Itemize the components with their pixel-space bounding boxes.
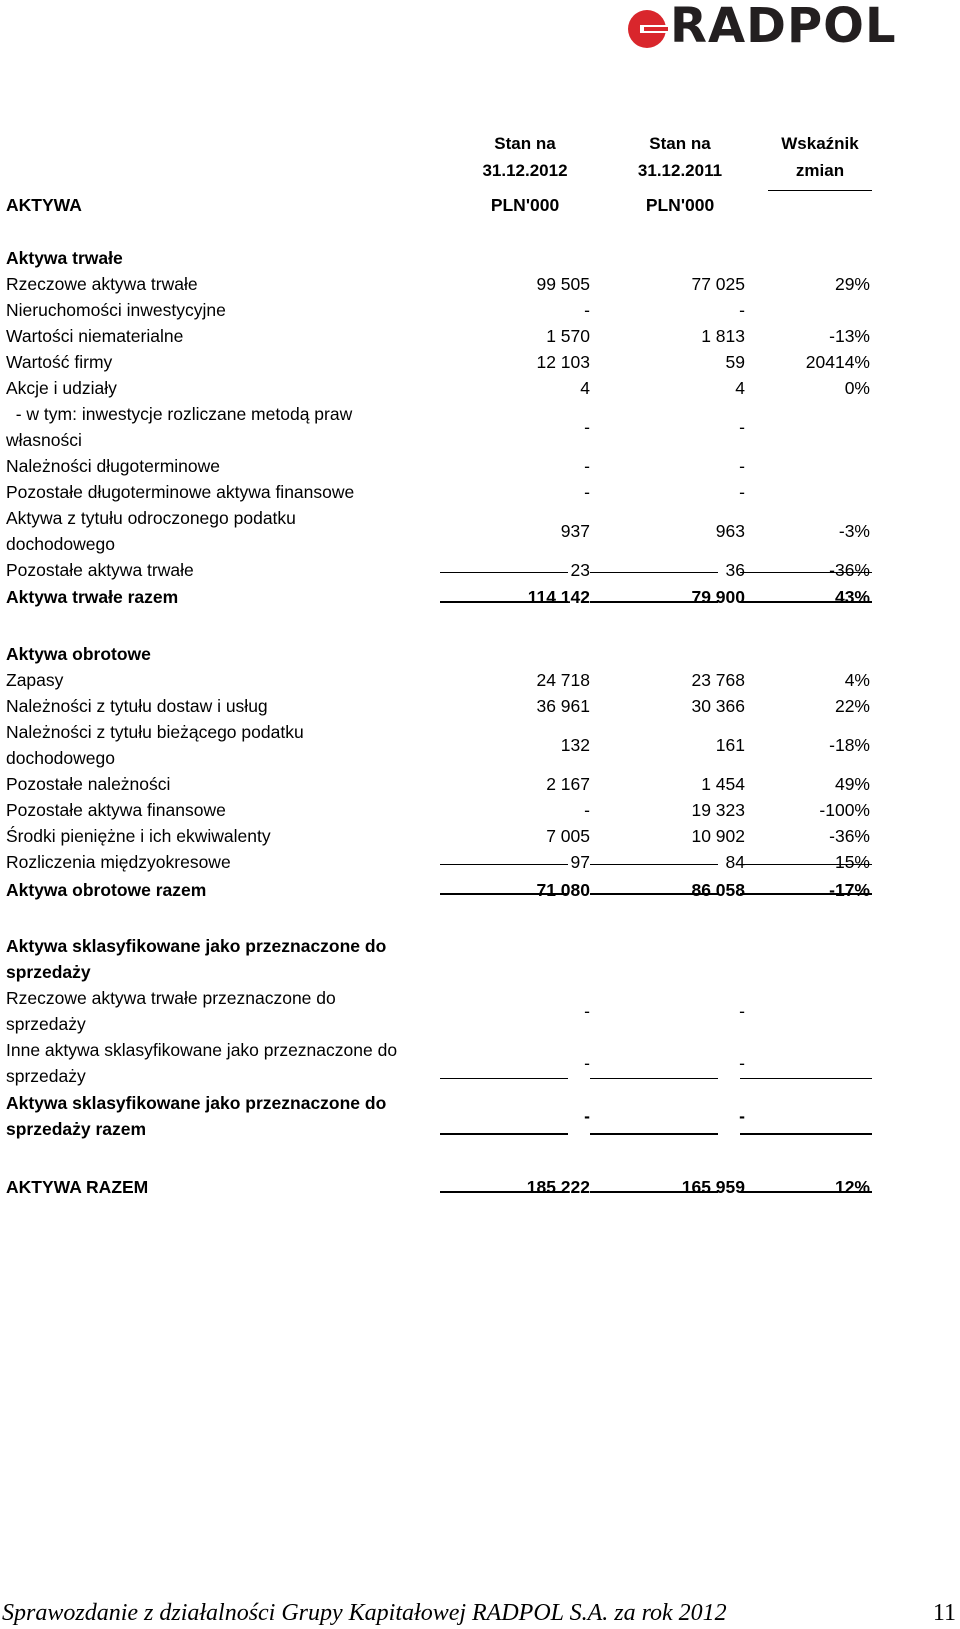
- row-label: - w tym: inwestycje rozliczane metodą praw własności: [6, 404, 353, 450]
- total-rule: [440, 893, 568, 895]
- value-2011: 10 902: [691, 826, 745, 846]
- value-2012: -: [584, 1106, 590, 1126]
- value-2011: -: [739, 1001, 745, 1021]
- change-indicator: -18%: [829, 735, 870, 755]
- change-indicator: 29%: [834, 274, 870, 294]
- value-2012: 7 005: [546, 826, 590, 846]
- change-indicator: 43%: [834, 587, 870, 607]
- row-label: Rozliczenia międzyokresowe: [6, 852, 231, 872]
- row-label: Pozostałe aktywa finansowe: [6, 800, 226, 820]
- row-label: Rzeczowe aktywa trwałe przeznaczone do sprzedaży: [6, 988, 336, 1034]
- total-rule: [440, 601, 568, 603]
- value-2011: -: [739, 417, 745, 437]
- value-2012: -: [584, 417, 590, 437]
- subtotal-rule: [440, 864, 568, 865]
- value-2011: -: [739, 1106, 745, 1126]
- value-2012: -: [584, 1053, 590, 1073]
- column-header-change: Wskaźnik zmian: [781, 134, 859, 180]
- row-label: Należności długoterminowe: [6, 456, 220, 476]
- subtotal-rule: [440, 1078, 568, 1079]
- value-2012: 36 961: [536, 696, 590, 716]
- value-2012: 185 222: [526, 1177, 590, 1197]
- value-2011: 1 813: [701, 326, 745, 346]
- row-label: Pozostałe długoterminowe aktywa finansowe: [6, 482, 355, 502]
- value-2011: 165 959: [681, 1177, 745, 1197]
- row-label: Należności z tytułu dostaw i usług: [6, 696, 268, 716]
- value-2012: 114 142: [527, 587, 590, 607]
- value-2012: 24 718: [536, 670, 590, 690]
- value-2012: -: [584, 800, 590, 820]
- row-label: Aktywa trwałe razem: [6, 587, 179, 607]
- value-2012: 132: [560, 735, 590, 755]
- radpol-logo: [626, 0, 956, 54]
- row-label: Aktywa obrotowe: [6, 644, 151, 664]
- value-2012: 937: [560, 521, 590, 541]
- logo-text: RADPOL: [670, 0, 897, 54]
- change-indicator: -100%: [819, 800, 870, 820]
- value-2011: 36: [725, 560, 745, 580]
- subtotal-rule: [590, 1078, 718, 1079]
- subtotal-rule: [740, 864, 872, 865]
- value-2012: 1 570: [546, 326, 590, 346]
- value-2011: -: [739, 482, 745, 502]
- row-label: Pozostałe aktywa trwałe: [6, 560, 194, 580]
- subtotal-rule: [740, 572, 872, 573]
- value-2012: -: [584, 482, 590, 502]
- radpol-logo-icon: [626, 8, 668, 50]
- value-2012: 12 103: [536, 352, 590, 372]
- subtotal-rule: [590, 572, 718, 573]
- total-rule: [590, 1191, 718, 1193]
- change-indicator: 0%: [844, 378, 870, 398]
- value-2011: -: [739, 456, 745, 476]
- row-label: Wartość firmy: [6, 352, 113, 372]
- column-header-2011: Stan na 31.12.2011: [637, 134, 723, 180]
- row-label: Aktywa trwałe: [6, 248, 123, 268]
- total-rule: [590, 1133, 718, 1135]
- page-footer: [0, 1600, 960, 1628]
- value-2011: 30 366: [691, 696, 745, 716]
- subtotal-rule: [590, 864, 718, 865]
- row-label: Środki pieniężne i ich ekwiwalenty: [6, 826, 271, 846]
- footer-text: Sprawozdanie z działalności Grupy Kapitałowej RADPOL S.A. za rok 2012: [2, 1600, 727, 1626]
- total-rule: [590, 601, 718, 603]
- subtotal-rule: [440, 572, 568, 573]
- header-underline: [768, 190, 872, 191]
- change-indicator: -13%: [829, 326, 870, 346]
- change-indicator: -36%: [829, 826, 870, 846]
- row-label: Nieruchomości inwestycyjne: [6, 300, 226, 320]
- change-indicator: -36%: [829, 560, 870, 580]
- total-rule: [740, 893, 872, 895]
- row-label: Pozostałe należności: [6, 774, 171, 794]
- row-label: Inne aktywa sklasyfikowane jako przeznaczone do sprzedaży: [6, 1040, 398, 1086]
- page-number: 11: [932, 1600, 956, 1626]
- row-label: Aktywa sklasyfikowane jako przeznaczone do sprzedaży: [6, 936, 387, 982]
- change-indicator: 49%: [834, 774, 870, 794]
- value-2011: 84: [725, 852, 745, 872]
- column-header-2012: Stan na 31.12.2012: [482, 134, 568, 180]
- change-indicator: 22%: [834, 696, 870, 716]
- value-2012: 4: [580, 378, 590, 398]
- value-2011: -: [739, 300, 745, 320]
- value-2011: 77 025: [691, 274, 745, 294]
- total-rule: [740, 601, 872, 603]
- total-rule: [590, 893, 718, 895]
- value-2012: 99 505: [536, 274, 590, 294]
- value-2012: 23: [570, 560, 590, 580]
- row-label: Wartości niematerialne: [6, 326, 184, 346]
- total-rule: [740, 1133, 872, 1135]
- value-2011: 23 768: [691, 670, 745, 690]
- row-label: Zapasy: [6, 670, 64, 690]
- total-rule: [440, 1133, 568, 1135]
- unit-2012: PLN'000: [490, 195, 560, 215]
- value-2011: 4: [735, 378, 745, 398]
- change-indicator: -17%: [829, 880, 870, 900]
- change-indicator: 4%: [844, 670, 870, 690]
- value-2012: -: [584, 456, 590, 476]
- value-2012: 97: [570, 852, 590, 872]
- value-2011: 963: [715, 521, 745, 541]
- section-title: AKTYWA: [6, 195, 82, 215]
- value-2011: -: [739, 1053, 745, 1073]
- row-label: Rzeczowe aktywa trwałe: [6, 274, 198, 294]
- row-label: Aktywa z tytułu odroczonego podatku dochodowego: [6, 508, 296, 554]
- change-indicator: 12%: [834, 1177, 870, 1197]
- total-rule: [440, 1191, 568, 1193]
- value-2011: 1 454: [701, 774, 745, 794]
- change-indicator: 20414%: [805, 352, 870, 372]
- value-2011: 19 323: [691, 800, 745, 820]
- value-2012: 2 167: [546, 774, 590, 794]
- row-label: Należności z tytułu bieżącego podatku dochodowego: [6, 722, 304, 768]
- row-label: Aktywa sklasyfikowane jako przeznaczone do sprzedaży razem: [6, 1093, 387, 1139]
- change-indicator: 15%: [834, 852, 870, 872]
- value-2012: -: [584, 1001, 590, 1021]
- row-label: Aktywa obrotowe razem: [6, 880, 207, 900]
- unit-2011: PLN'000: [645, 195, 715, 215]
- value-2011: 79 900: [691, 587, 745, 607]
- total-rule: [740, 1191, 872, 1193]
- subtotal-rule: [740, 1078, 872, 1079]
- value-2011: 59: [725, 352, 745, 372]
- value-2012: 71 080: [536, 880, 590, 900]
- value-2011: 86 058: [691, 880, 745, 900]
- value-2012: -: [584, 300, 590, 320]
- row-label: Akcje i udziały: [6, 378, 117, 398]
- row-label: AKTYWA RAZEM: [6, 1177, 149, 1197]
- change-indicator: -3%: [838, 521, 870, 541]
- value-2011: 161: [715, 735, 745, 755]
